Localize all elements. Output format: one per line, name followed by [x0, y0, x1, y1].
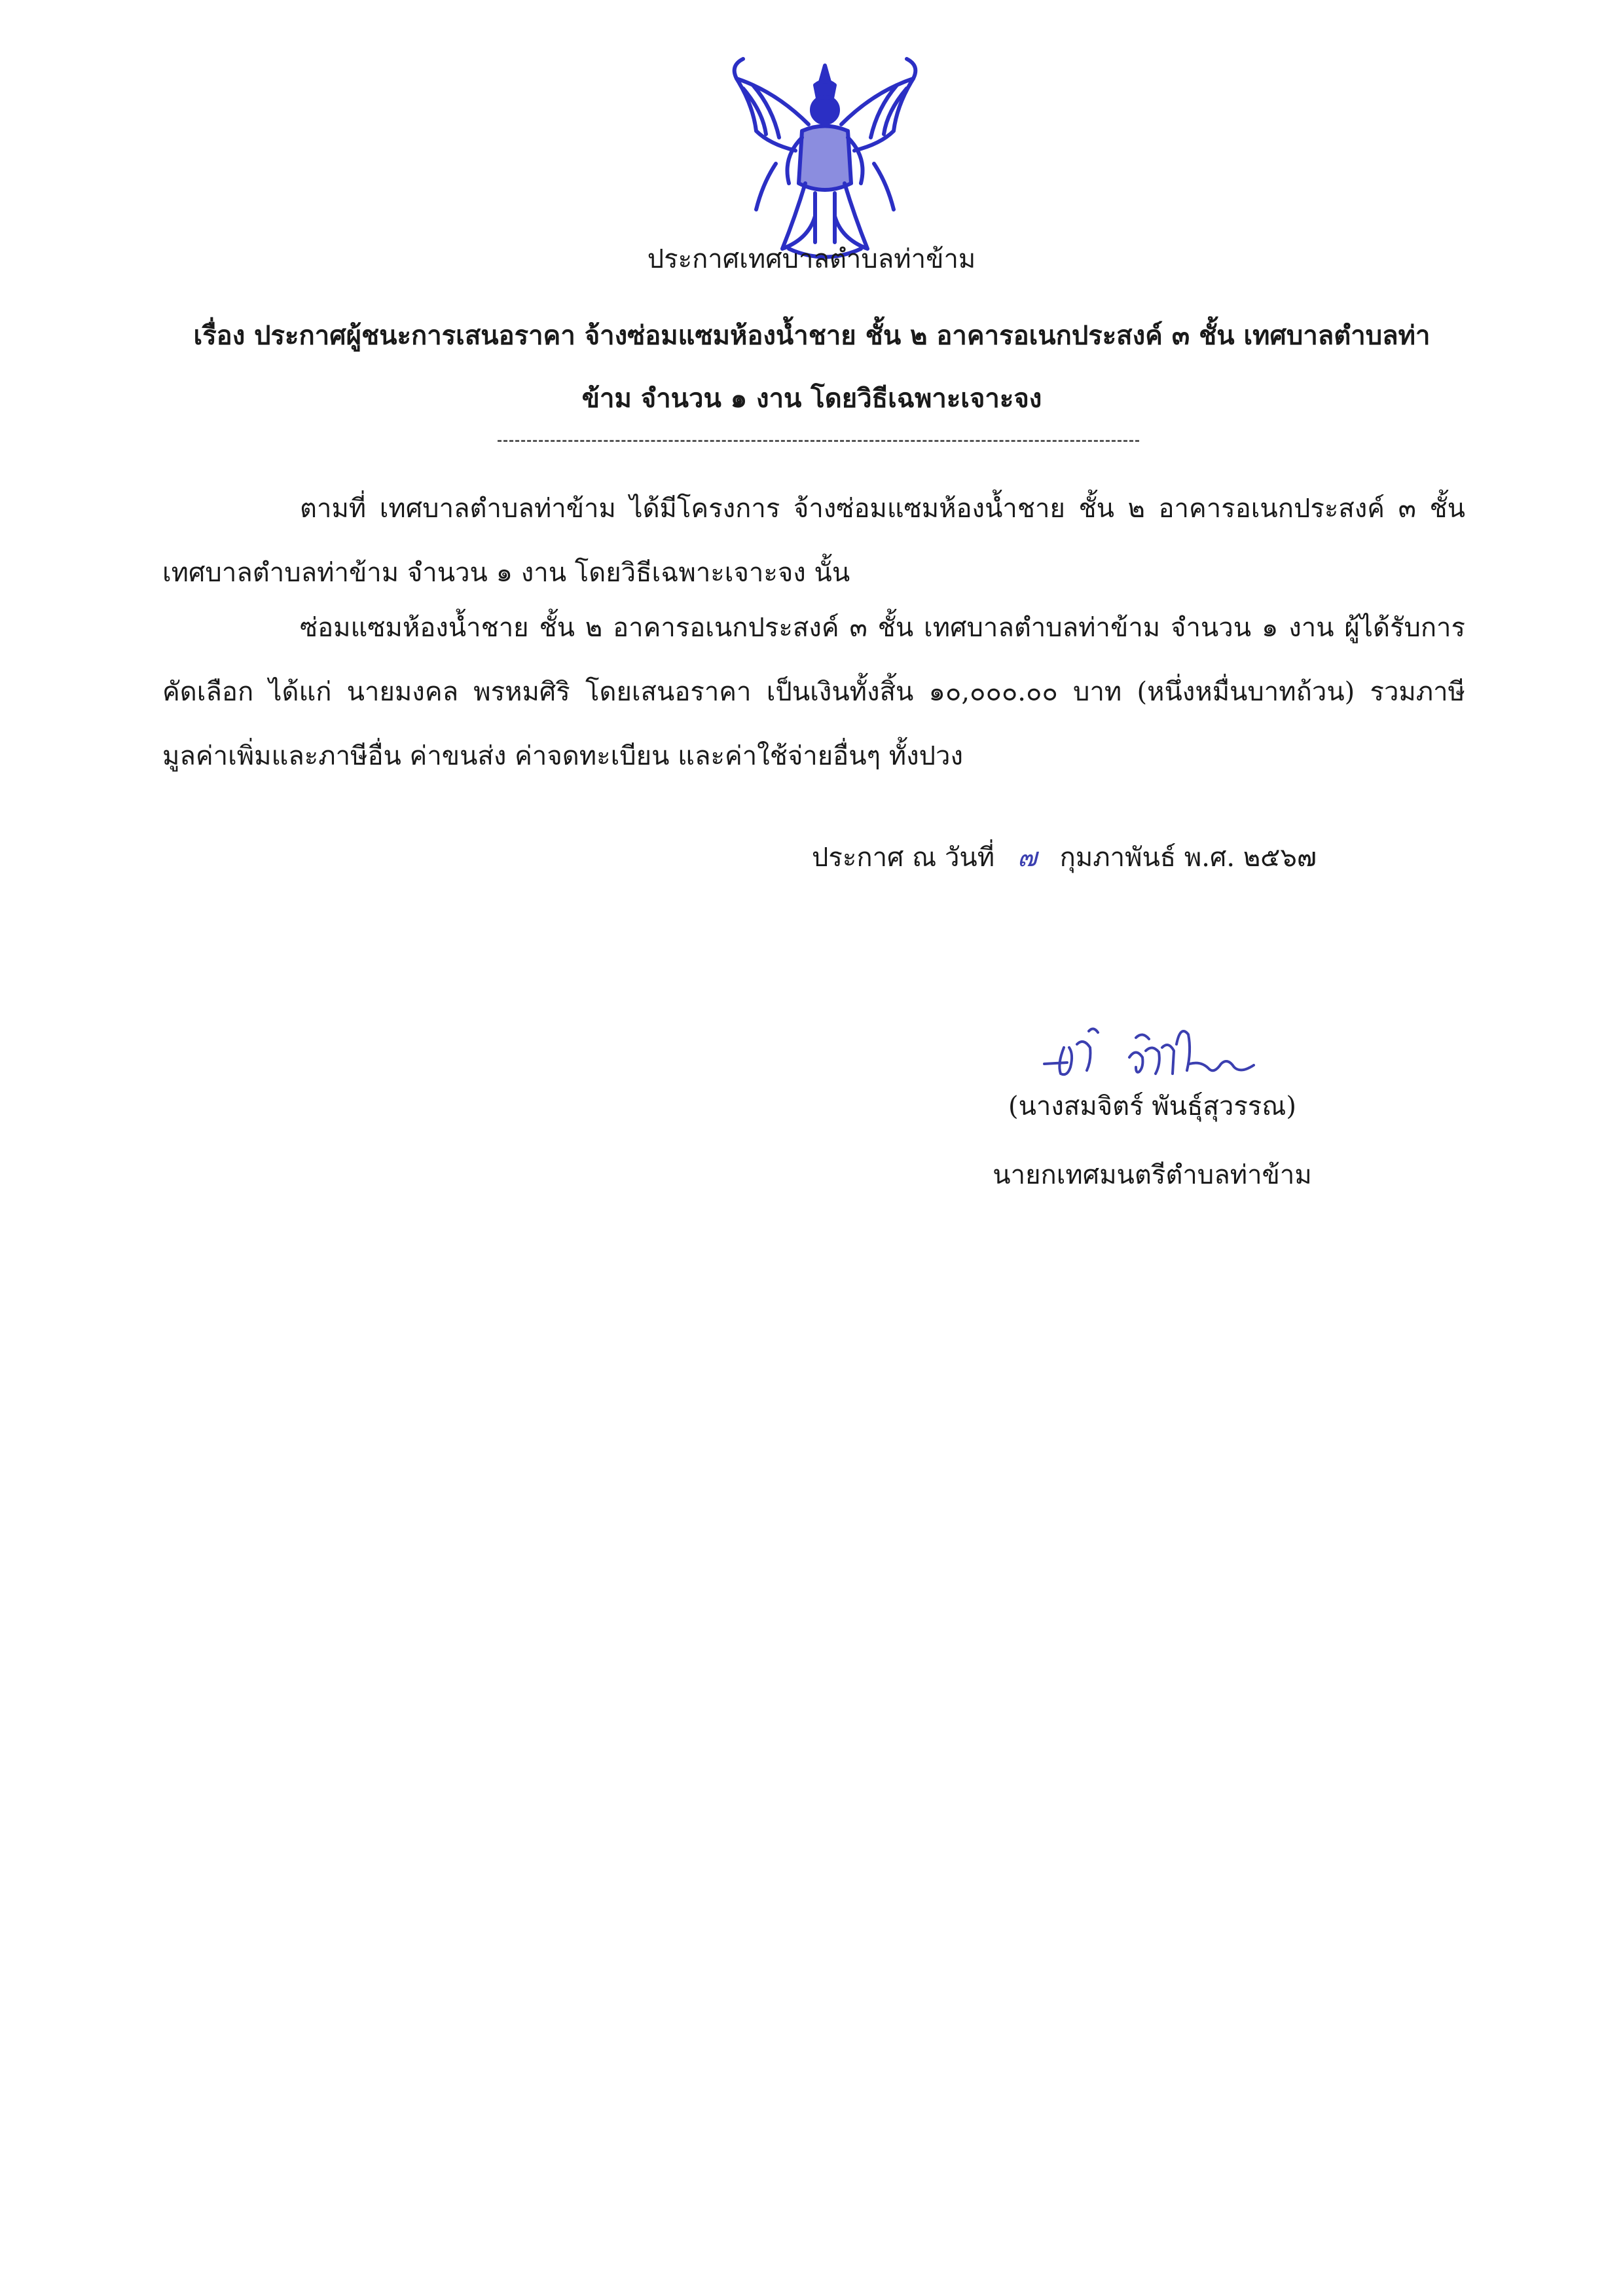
divider-line [498, 440, 1139, 442]
body-paragraph-1: ตามที่ เทศบาลตำบลท่าข้าม ได้มีโครงการ จ้างซ่อมแซมห้องน้ำชาย ชั้น ๒ อาคารอเนกประสงค์ ๓ ชั้น เทศบาลตำบลท่าข้าม จำนวน ๑ งาน โดยวิธีเฉพาะเจาะจง นั้น [162, 494, 1465, 588]
announcement-title: ประกาศเทศบาลตำบลท่าข้าม [647, 244, 976, 274]
date-month-year: กุมภาพันธ์ พ.ศ. ๒๕๖๗ [1059, 843, 1317, 873]
date-prefix: ประกาศ ณ วันที่ [812, 843, 995, 873]
announcement-date [812, 838, 1317, 877]
announcement-subject [157, 304, 1467, 430]
signer-name: (นางสมจิตร์ พันธุ์สุวรรณ) [1008, 1091, 1297, 1121]
date-day: ๗ [1017, 843, 1037, 873]
subject-line-2: ข้าม จำนวน ๑ งาน โดยวิธีเฉพาะเจาะจง [581, 383, 1042, 414]
subject-line-1: เรื่อง ประกาศผู้ชนะการเสนอราคา จ้างซ่อมแซมห้องน้ำชาย ชั้น ๒ อาคารอเนกประสงค์ ๓ ชั้น เทศบาลตำบลท่า [193, 320, 1431, 351]
body-paragraph-2: ซ่อมแซมห้องน้ำชาย ชั้น ๒ อาคารอเนกประสงค์ ๓ ชั้น เทศบาลตำบลท่าข้าม จำนวน ๑ งาน ผู้ได้รับการคัดเลือก ได้แก่ นายมงคล พรหมศิริ โดยเสนอราคา เป็นเงินทั้งสิ้น ๑๐,๐๐๐.๐๐ บาท (หนึ่งหมื่นบาทถ้วน) รวมภาษีมูลค่าเพิ่มและภาษีอื่น ค่าขนส่ง ค่าจดทะเบียน และค่าใช้จ่ายอื่นๆ ทั้งปวง [162, 613, 1465, 771]
garuda-emblem-icon [717, 52, 933, 268]
handwritten-signature-icon [1038, 1011, 1260, 1084]
signer-position: นายกเทศมนตรีตำบลท่าข้าม [993, 1160, 1312, 1190]
